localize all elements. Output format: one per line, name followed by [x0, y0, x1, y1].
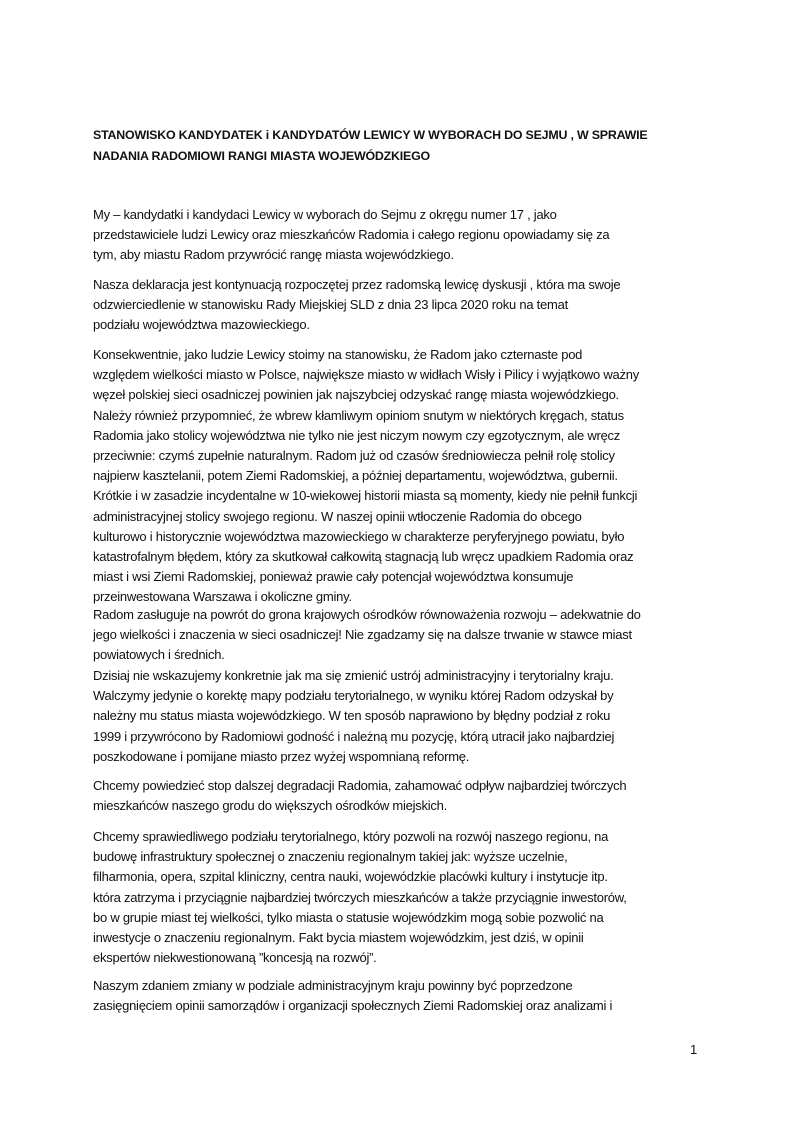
text-line: powiatowych i średnich.: [93, 647, 225, 663]
page-number: 1: [690, 1042, 698, 1057]
text-line: zasięgnięciem opinii samorządów i organizacji społecznych Ziemi Radomskiej oraz analizami i: [93, 998, 613, 1014]
text-line: miast i wsi Ziemi Radomskiej, ponieważ prawie cały potencjał województwa konsumuje: [93, 569, 574, 585]
paragraph-2: [93, 275, 620, 336]
text-line: przeinwestowana Warszawa i okoliczne gminy.: [93, 589, 352, 605]
paragraph-4: [93, 605, 641, 666]
text-line: Należy również przypomnieć, że wbrew kłamliwym opiniom snutym w niektórych kręgach, status: [93, 407, 624, 423]
text-line: względem wielkości miasto w Polsce, największe miasto w widłach Wisły i Pilicy i wyjątkowo ważny: [93, 367, 640, 383]
text-line: Nasza deklaracja jest kontynuacją rozpoczętej przez radomską lewicę dyskusji , która ma swoje: [93, 277, 621, 292]
text-line: tym, aby miastu Radom przywrócić rangę miasta wojewódzkiego.: [93, 247, 454, 263]
paragraph-5: [93, 666, 614, 767]
text-line: ekspertów niekwestionowaną ”koncesją na rozwój”.: [93, 950, 377, 966]
paragraph-7: [93, 827, 627, 968]
text-line: administracyjnej stolicy swojego regionu. W naszej opinii wtłoczenie Radomia do obcego: [93, 508, 582, 524]
text-line: najpierw kasztelanii, potem Ziemi Radomskiej, a później departamentu, województwa, gubernii.: [93, 468, 618, 484]
title-line: STANOWISKO KANDYDATEK i KANDYDATÓW LEWICY W WYBORACH DO SEJMU , W SPRAWIE: [93, 128, 648, 142]
text-line: poszkodowane i pomijane miasto przez wyżej wspomnianą reformę.: [93, 748, 470, 764]
text-line: My – kandydatki i kandydaci Lewicy w wyborach do Sejmu z okręgu numer 17 , jako: [93, 207, 557, 222]
text-line: węzeł polskiej sieci osadniczej powinien jak najszybciej odzyskać rangę miasta wojewódzkiego.: [93, 387, 619, 403]
text-line: 1999 i przywrócono by Radomiowi godność i należną mu pozycję, którą utracił jako najbardziej: [93, 728, 615, 744]
text-line: Chcemy sprawiedliwego podziału terytorialnego, który pozwoli na rozwój naszego regionu, na: [93, 829, 609, 844]
text-line: przeciwnie: czymś zupełnie naturalnym. Radom już od czasów średniowiecza pełnił rolę stolicy: [93, 448, 615, 464]
text-line: Krótkie i w zasadzie incydentalne w 10-wiekowej historii miasta są momenty, kiedy nie pełnił funkcji: [93, 488, 638, 504]
text-line: mieszkańców naszego grodu do większych ośrodków miejskich.: [93, 798, 447, 814]
text-line: Konsekwentnie, jako ludzie Lewicy stoimy na stanowisku, że Radom jako czternaste pod: [93, 347, 583, 362]
title-line: NADANIA RADOMIOWI RANGI MIASTA WOJEWÓDZKIEGO: [93, 149, 430, 163]
text-line: jego wielkości i znaczenia w sieci osadniczej! Nie zgadzamy się na dalsze trwanie w stawce miast: [93, 627, 632, 643]
text-line: budowę infrastruktury społecznej o znaczeniu regionalnym takiej jak: wyższe uczelnie,: [93, 849, 568, 865]
paragraph-8: [93, 976, 612, 1016]
text-line: bo w grupie miast tej wielkości, tylko miasta o statusie wojewódzkim mogą sobie pozwolić na: [93, 909, 604, 925]
text-line: Radom zasługuje na powrót do grona krajowych ośrodków równoważenia rozwoju – adekwatnie do: [93, 607, 641, 622]
document-title: [93, 125, 647, 167]
text-line: Walczymy jedynie o korektę mapy podziału terytorialnego, w wyniku której Radom odzyskał by: [93, 688, 614, 704]
text-line: odzwierciedlenie w stanowisku Rady Miejskiej SLD z dnia 23 lipca 2020 roku na temat: [93, 297, 568, 313]
text-line: która zatrzyma i przyciągnie najbardziej twórczych mieszkańców a także przyciągnie inwestorów,: [93, 889, 627, 905]
text-line: filharmonia, opera, szpital kliniczny, centra nauki, wojewódzkie placówki kultury i instytucje itp.: [93, 869, 608, 885]
text-line: Dzisiaj nie wskazujemy konkretnie jak ma się zmienić ustrój administracyjny i terytorialny kraju.: [93, 668, 614, 683]
text-line: Naszym zdaniem zmiany w podziale administracyjnym kraju powinny być poprzedzone: [93, 978, 573, 993]
text-line: katastrofalnym błędem, który za skutkował całkowitą stagnacją lub wręcz upadkiem Radomia oraz: [93, 549, 634, 565]
text-line: Chcemy powiedzieć stop dalszej degradacji Radomia, zahamować odpływ najbardziej twórczych: [93, 778, 627, 793]
text-line: należny mu status miasta wojewódzkiego. W ten sposób naprawiono by błędny podział z roku: [93, 708, 611, 724]
text-line: kulturowo i historycznie województwa mazowieckiego w charakterze peryferyjnego powiatu, było: [93, 528, 625, 544]
text-line: Radomia jako stolicy województwa nie tylko nie jest niczym nowym czy egzotycznym, ale wręcz: [93, 427, 621, 443]
text-line: przedstawiciele ludzi Lewicy oraz mieszkańców Radomia i całego regionu opowiadamy się za: [93, 227, 610, 243]
paragraph-6: [93, 776, 626, 816]
text-line: inwestycje o znaczeniu regionalnym. Fakt bycia miastem wojewódzkim, jest dziś, w opinii: [93, 930, 584, 946]
paragraph-1: [93, 205, 609, 266]
paragraph-3: [93, 345, 639, 608]
text-line: podziału województwa mazowieckiego.: [93, 317, 310, 333]
